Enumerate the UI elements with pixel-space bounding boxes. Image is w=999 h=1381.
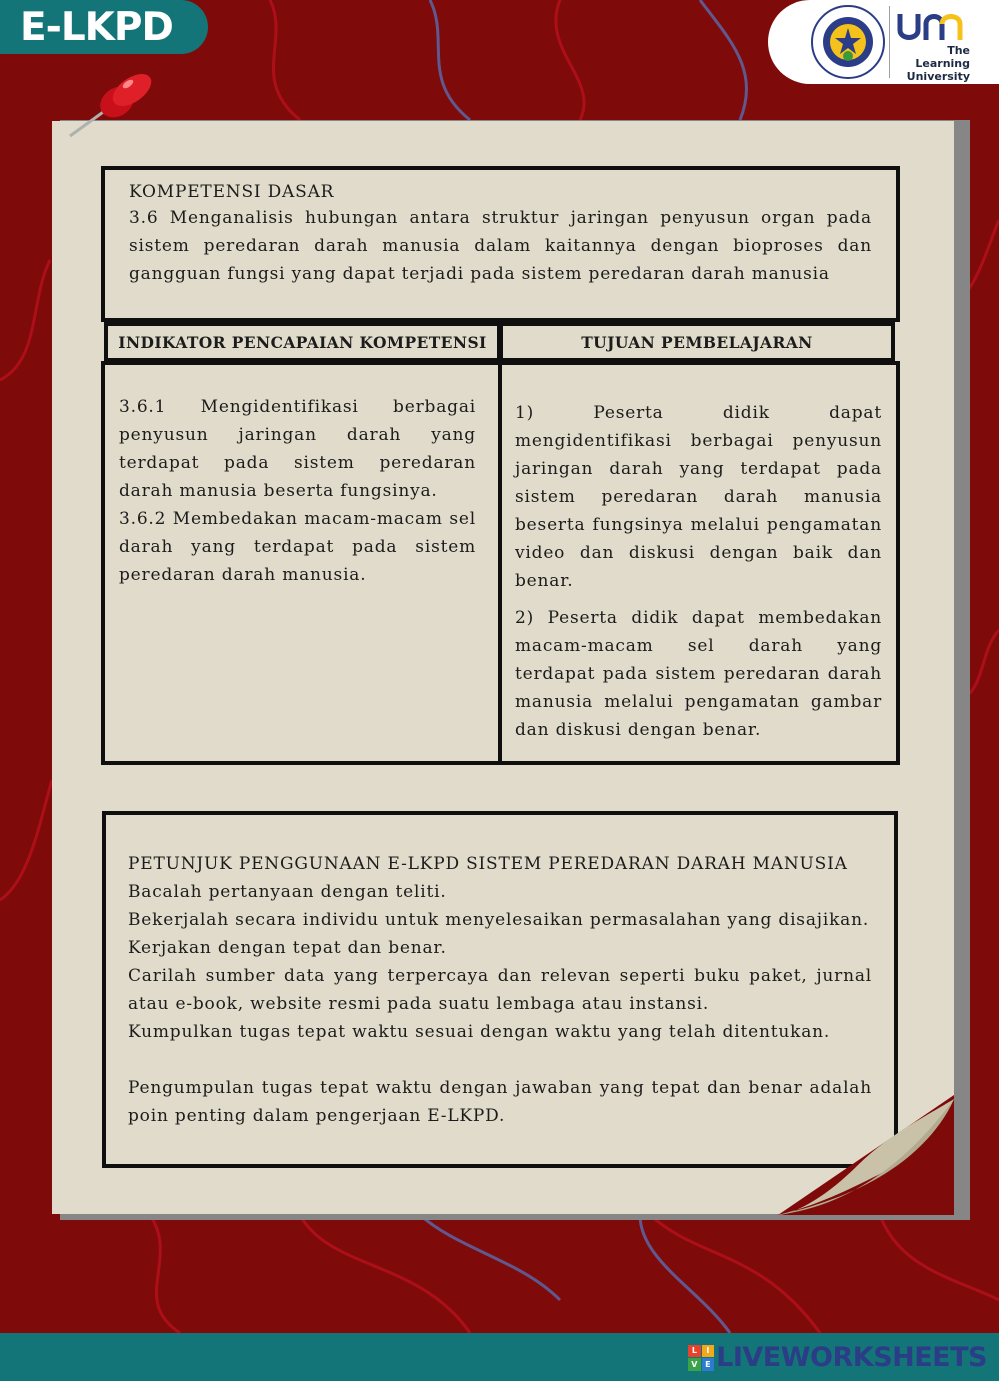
university-seal-icon bbox=[810, 4, 886, 80]
logo-letter: I bbox=[702, 1345, 715, 1358]
liveworksheets-brand: LIVEWORKSHEETS bbox=[716, 1342, 987, 1373]
logo-divider bbox=[889, 6, 890, 78]
liveworksheets-icon bbox=[688, 1345, 714, 1371]
tujuan-cell bbox=[498, 361, 900, 765]
tujuan-header: TUJUAN PEMBELAJARAN bbox=[499, 322, 895, 362]
indikator-cell bbox=[101, 361, 502, 765]
footer-bar bbox=[0, 1333, 999, 1381]
university-tagline bbox=[894, 44, 970, 83]
logo-letter: E bbox=[702, 1358, 715, 1371]
liveworksheets-logo[interactable] bbox=[688, 1342, 987, 1373]
tujuan-item: 1) Peserta didik dapat mengidentifikasi berbagai penyusun jaringan darah yang terdapat pada sistem peredaran darah manusia beserta fungsinya melalui pengamatan video dan diskusi dengan baik dan benar. bbox=[515, 403, 882, 591]
indikator-item: 3.6.1 Mengidentifikasi berbagai penyusun jaringan darah yang terdapat pada sistem peredaran darah manusia beserta fungsinya. bbox=[119, 397, 476, 501]
pushpin-icon bbox=[62, 62, 162, 142]
page-curl bbox=[778, 1095, 958, 1215]
petunjuk-heading: PETUNJUK PENGGUNAAN E-LKPD SISTEM PEREDARAN DARAH MANUSIA bbox=[128, 854, 848, 874]
logo-letter: V bbox=[688, 1358, 701, 1371]
um-logo-icon bbox=[896, 8, 968, 44]
logo-letter: L bbox=[688, 1345, 701, 1358]
tagline-line-2: University bbox=[906, 70, 970, 83]
petunjuk-item: Bekerjalah secara individu untuk menyelesaikan permasalahan yang disajikan. bbox=[128, 910, 870, 930]
petunjuk-note: Pengumpulan tugas tepat waktu dengan jawaban yang tepat dan benar adalah poin penting dalam pengerjaan E-LKPD. bbox=[128, 1078, 872, 1126]
kompetensi-dasar-box bbox=[101, 166, 900, 322]
indikator-header: INDIKATOR PENCAPAIAN KOMPETENSI bbox=[104, 322, 501, 362]
spacer bbox=[128, 1046, 872, 1074]
tujuan-item: 2) Peserta didik dapat membedakan macam-macam sel darah yang terdapat pada sistem peredaran darah manusia melalui pengamatan gambar dan diskusi dengan benar. bbox=[515, 608, 882, 740]
tagline-line-1: The Learning bbox=[915, 44, 970, 70]
page-title: E-LKPD bbox=[20, 4, 173, 50]
kompetensi-text: 3.6 Menganalisis hubungan antara struktur jaringan penyusun organ pada sistem peredaran darah manusia dalam kaitannya dengan bioproses dan gangguan fungsi yang dapat terjadi pada sistem peredaran darah manusia bbox=[129, 208, 872, 284]
petunjuk-item: Kerjakan dengan tepat dan benar. bbox=[128, 938, 447, 958]
petunjuk-item: Bacalah pertanyaan dengan teliti. bbox=[128, 882, 447, 902]
petunjuk-item: Kumpulkan tugas tepat waktu sesuai dengan waktu yang telah ditentukan. bbox=[128, 1022, 831, 1042]
petunjuk-item: Carilah sumber data yang terpercaya dan relevan seperti buku paket, jurnal atau e-book, website resmi pada suatu lembaga atau instansi. bbox=[128, 966, 872, 1014]
kompetensi-heading: KOMPETENSI DASAR bbox=[129, 182, 335, 202]
elkpd-title-badge bbox=[0, 0, 208, 54]
indikator-item: 3.6.2 Membedakan macam-macam sel darah yang terdapat pada sistem peredaran darah manusia. bbox=[119, 509, 476, 585]
university-logo bbox=[768, 0, 999, 84]
